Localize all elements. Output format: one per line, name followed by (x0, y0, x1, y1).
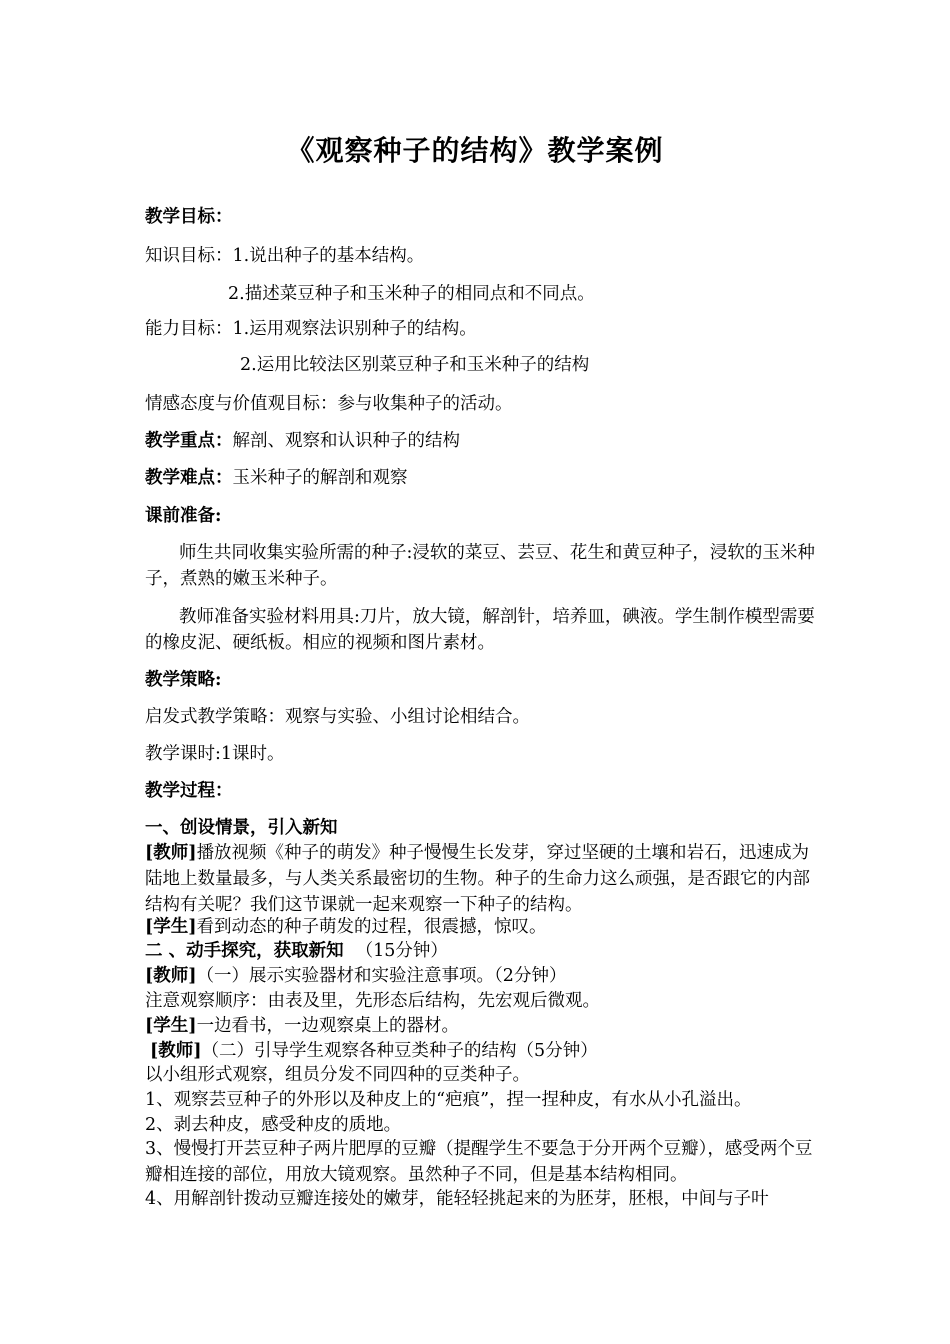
section-1-teacher-paragraph (145, 840, 825, 918)
step-1: 1、观察芸豆种子的外形以及种皮上的“疤痕”，捏一捏种皮，有水从小孔溢出。 (145, 1090, 752, 1110)
strategy-heading: 教学策略: (145, 670, 222, 690)
knowledge-item-2: 2.描述菜豆种子和玉米种子的相同点和不同点。 (228, 284, 595, 304)
difficult-text: 玉米种子的解剖和观察 (232, 468, 408, 488)
section-2-teacher-2-text: （二）引导学生观察各种豆类种子的结构（5分钟） (201, 1041, 598, 1061)
teacher-tag: [教师] (145, 966, 197, 986)
section-2-student-1 (145, 1013, 825, 1039)
teaching-key-point (145, 428, 825, 454)
section-2-title: 二 、动手探究，获取新知 (145, 941, 344, 961)
process-heading: 教学过程： (145, 781, 233, 801)
knowledge-objective-1 (145, 243, 825, 269)
step-2: 2、剥去种皮，感受种皮的质地。 (145, 1115, 402, 1135)
knowledge-item-1: 1.说出种子的基本结构。 (232, 246, 425, 266)
page-title: 《观察种子的结构》教学案例 (286, 134, 664, 167)
section-1-teacher-text: 播放视频《种子的萌发》种子慢慢生长发芽，穿过坚硬的土壤和岩石，迅速成为陆地上数量最多，与人类关系最密切的生物。种子的生命力这么顽强，是否跟它的内部结构有关呢？我们这节课就一起来观察一下种子的结构。 (145, 843, 810, 915)
prep-paragraph-1: 师生共同收集实验所需的种子:浸软的菜豆、芸豆、花生和黄豆种子，浸软的玉米种子，煮熟的嫩玉米种子。 (145, 543, 815, 589)
section-2-teacher-2 (150, 1038, 830, 1064)
key-label: 教学重点： (145, 431, 233, 451)
section-2-note: 注意观察顺序：由表及里，先形态后结构，先宏观后微观。 (145, 991, 600, 1011)
objectives-heading: 教学目标： (145, 207, 233, 227)
section-2-time: （15分钟） (355, 941, 448, 961)
section-2-teacher-1 (145, 963, 825, 989)
section-1-student-paragraph (145, 914, 825, 940)
emotion-objective: 情感态度与价值观目标：参与收集种子的活动。 (145, 394, 513, 414)
section-1-student-text: 看到动态的种子萌发的过程，很震撼，惊叹。 (196, 917, 547, 937)
ability-label: 能力目标： (145, 319, 233, 339)
step-4: 4、用解剖针拨动豆瓣连接处的嫩芽，能轻轻挑起来的为胚芽，胚根，中间与子叶 (145, 1189, 769, 1209)
section-2-student-1-text: 一边看书，一边观察桌上的器材。 (196, 1016, 460, 1036)
ability-objective-1 (145, 316, 825, 342)
difficult-label: 教学难点： (145, 468, 233, 488)
teaching-difficulty (145, 465, 825, 491)
section-2-group: 以小组形式观察，组员分发不同四种的豆类种子。 (145, 1065, 530, 1085)
section-2-teacher-1-text: （一）展示实验器材和实验注意事项。（2分钟） (196, 966, 567, 986)
section-1-title: 一、创设情景，引入新知 (145, 818, 338, 838)
student-tag: [学生] (145, 917, 197, 937)
hours-text: 教学课时:1课时。 (145, 744, 285, 764)
key-text: 解剖、观察和认识种子的结构 (232, 431, 460, 451)
strategy-text: 启发式教学策略：观察与实验、小组讨论相结合。 (145, 707, 530, 727)
ability-item-2: 2.运用比较法区别菜豆种子和玉米种子的结构 (240, 355, 590, 375)
teacher-tag: [教师] (145, 843, 197, 863)
ability-item-1: 1.运用观察法识别种子的结构。 (232, 319, 477, 339)
prep-heading: 课前准备: (145, 506, 222, 526)
knowledge-label: 知识目标： (145, 246, 233, 266)
student-tag: [学生] (145, 1016, 197, 1036)
teacher-tag: [教师] (150, 1041, 202, 1061)
step-3: 3、慢慢打开芸豆种子两片肥厚的豆瓣（提醒学生不要急于分开两个豆瓣），感受两个豆瓣相连接的部位，用放大镜观察。虽然种子不同，但是基本结构相同。 (145, 1139, 813, 1185)
prep-paragraph-2: 教师准备实验材料用具:刀片，放大镜，解剖针，培养皿，碘液。学生制作模型需要的橡皮泥、硬纸板。相应的视频和图片素材。 (145, 607, 815, 653)
section-2-title-line (145, 938, 825, 964)
